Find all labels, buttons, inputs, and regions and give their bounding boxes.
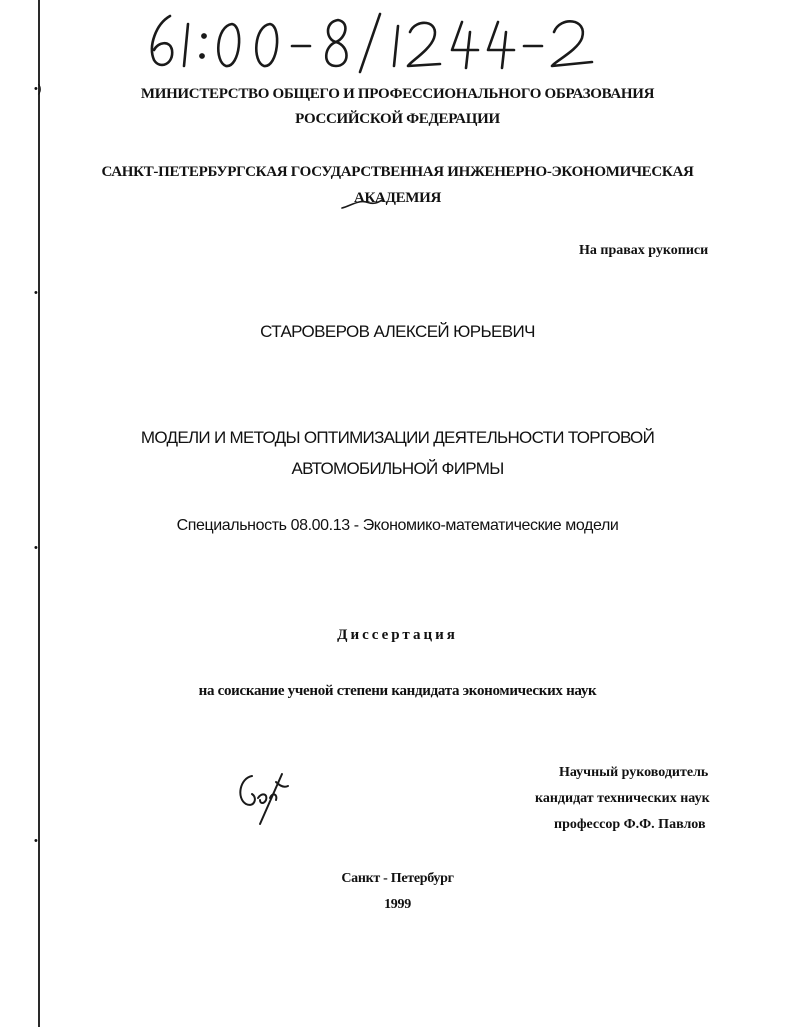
supervisor-name: профессор Ф.Ф. Павлов: [554, 817, 706, 832]
supervisor-title: Научный руководитель: [559, 765, 709, 780]
title-line-1: МОДЕЛИ И МЕТОДЫ ОПТИМИЗАЦИИ ДЕЯТЕЛЬНОСТИ ТОРГОВОЙ: [140, 428, 655, 447]
binding-mark: •: [34, 542, 38, 554]
specialty: Специальность 08.00.13 - Экономико-математические модели: [176, 517, 619, 534]
work-type: Диссертация: [337, 627, 458, 643]
supervisor-degree: кандидат технических наук: [535, 791, 710, 806]
academy-line-1: САНКТ-ПЕТЕРБУРГСКАЯ ГОСУДАРСТВЕННАЯ ИНЖЕНЕРНО-ЭКОНОМИЧЕСКАЯ: [101, 164, 694, 180]
binding-mark: •): [34, 83, 42, 95]
pen-stroke-mark: [340, 196, 384, 212]
year: 1999: [384, 897, 411, 912]
title-line-2: АВТОМОБИЛЬНОЙ ФИРМЫ: [291, 459, 504, 478]
degree: на соискание ученой степени кандидата экономических наук: [198, 683, 597, 699]
binding-mark: •: [34, 287, 38, 299]
city: Санкт - Петербург: [341, 871, 454, 886]
binding-mark: •: [34, 835, 38, 847]
ministry-line-2: РОССИЙСКОЙ ФЕДЕРАЦИИ: [295, 111, 500, 127]
signature: [232, 768, 292, 828]
academy-line-2: АКАДЕМИЯ: [353, 190, 442, 206]
ministry-line-1: МИНИСТЕРСТВО ОБЩЕГО И ПРОФЕССИОНАЛЬНОГО ОБРАЗОВАНИЯ: [140, 86, 655, 102]
archive-code-handwriting: [140, 6, 610, 76]
manuscript-note: На правах рукописи: [579, 243, 709, 258]
author-name: СТАРОВЕРОВ АЛЕКСЕЙ ЮРЬЕВИЧ: [260, 322, 535, 341]
